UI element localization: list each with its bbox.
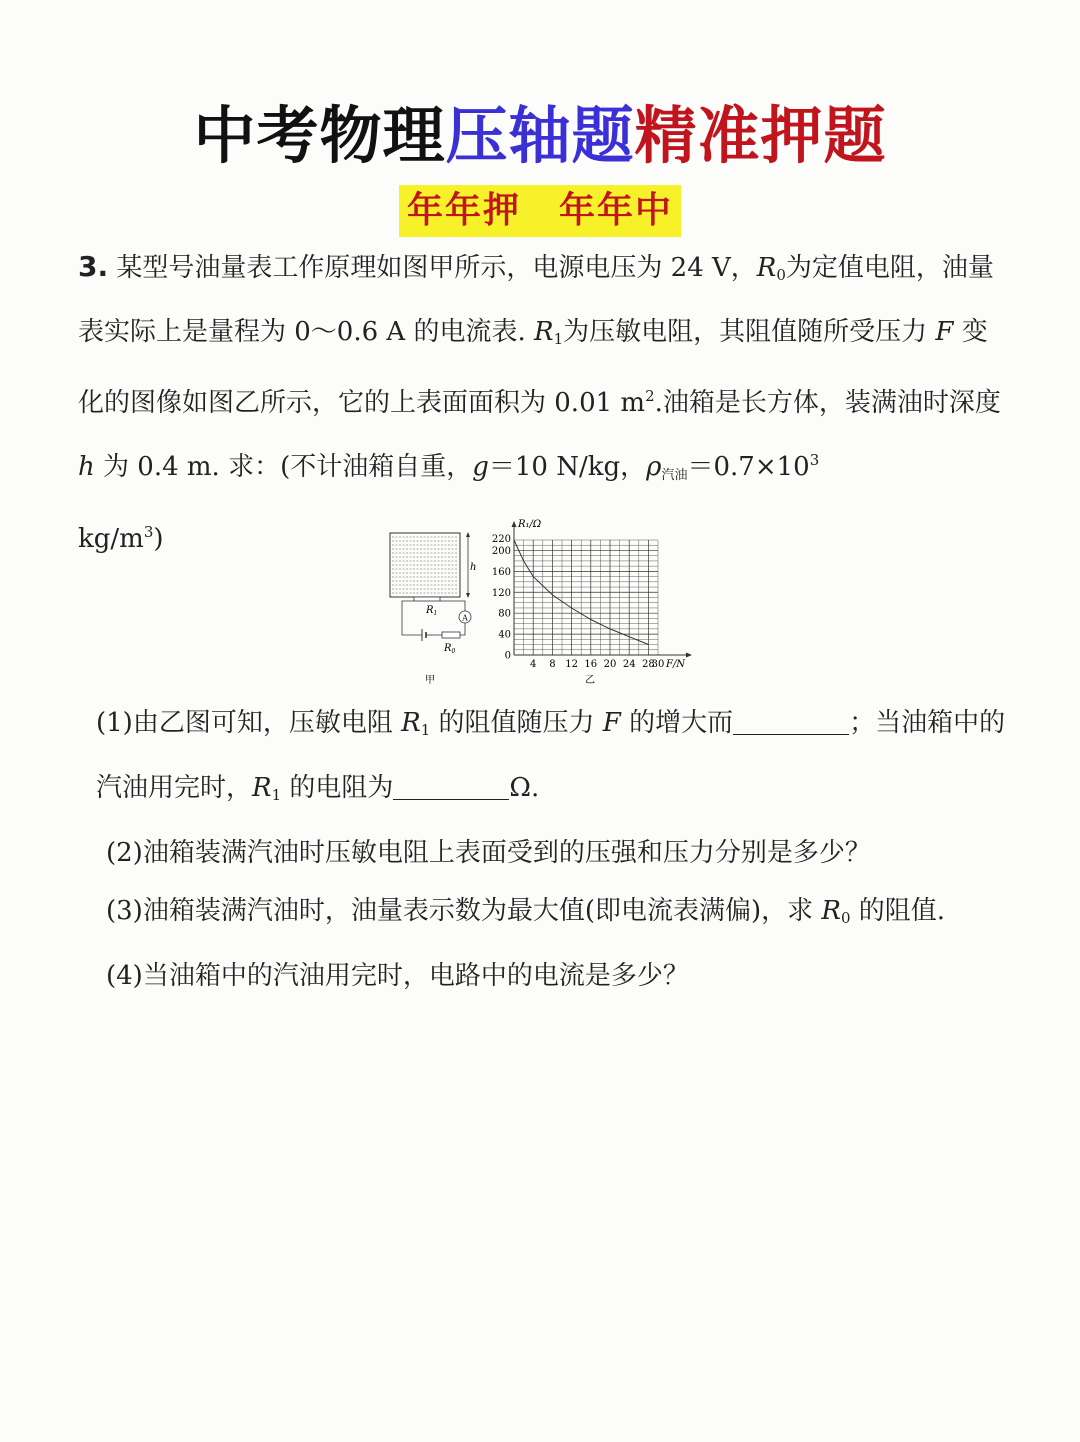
r0-subscript: 0	[451, 648, 456, 655]
problem-text-7: ＝10 N/kg，	[488, 452, 647, 482]
y-tick-label: 40	[498, 629, 511, 641]
caption-right: 乙	[585, 675, 595, 686]
y-tick-label: 220	[491, 534, 511, 545]
x-tick-label: 30	[651, 659, 665, 670]
problem-text-6: 为 0.4 m. 求：(不计油箱自重，	[103, 452, 473, 482]
x-tick-label: 28	[642, 659, 655, 670]
q3-text-b: 的阻值.	[858, 896, 946, 926]
q1-symbol-r2-sub: 1	[271, 786, 282, 804]
problem-text-10: )	[153, 524, 164, 554]
depth-arrow-top	[466, 532, 470, 537]
r1-label	[425, 605, 437, 617]
answer-blank-1[interactable]	[733, 706, 849, 735]
chart-axes	[512, 521, 693, 658]
resistor-r0	[442, 632, 460, 638]
y-axis-arrow	[512, 521, 517, 527]
title-part-2: 压轴题	[445, 99, 635, 172]
x-tick-label: 12	[565, 659, 578, 670]
symbol-f: F	[935, 317, 954, 347]
problem-text-2: 为定值电阻，油量表实际上是量程为 0～0.6 A 的电流表.	[78, 253, 994, 347]
answer-blank-2[interactable]	[393, 771, 509, 800]
chart-grid	[514, 540, 658, 655]
oil-level-lines	[392, 537, 458, 593]
question-4: (4)当油箱中的汽油用完时，电路中的电流是多少？	[106, 961, 689, 991]
symbol-r0-sub: 0	[776, 266, 786, 284]
q3-text-a: (3)油箱装满汽油时，油量表示数为最大值(即电流表满偏)，求	[106, 896, 814, 926]
title-part-1: 中考物理	[193, 99, 446, 172]
problem-text-3: 为压敏电阻，其阻值随所受压力	[563, 317, 928, 347]
problem-figure	[380, 515, 710, 695]
chart-x-ticks	[530, 659, 664, 670]
x-tick-label: 20	[603, 659, 617, 670]
r0-letter: R	[444, 643, 452, 654]
q1-text-c: 的增大而	[629, 708, 734, 738]
problem-text-9: kg/m	[78, 524, 144, 554]
depth-arrow-bottom	[466, 593, 470, 598]
chart-y-ticks	[492, 534, 511, 662]
q1-text-e: 的电阻为	[289, 773, 394, 803]
m2-exponent: 2	[645, 387, 655, 405]
problem-text-5: .油箱是长方体，装满油时深度	[654, 388, 1001, 418]
subtitle-container	[0, 185, 1080, 237]
problem-text-1: 某型号油量表工作原理如图甲所示，电源电压为 24 V，	[116, 253, 757, 283]
subtitle-banner: 年年押 年年中	[399, 185, 681, 237]
tank-diagram	[390, 532, 476, 686]
y-tick-label: 0	[504, 650, 511, 662]
x-tick-label: 24	[622, 659, 636, 670]
symbol-r1: R	[534, 317, 554, 347]
r1-subscript: 1	[433, 610, 438, 617]
q1-text-a: (1)由乙图可知，压敏电阻	[96, 708, 393, 738]
y-tick-label: 80	[498, 608, 511, 620]
question-2: (2)油箱装满汽油时压敏电阻上表面受到的压强和压力分别是多少？	[106, 838, 871, 868]
density-exponent: 3	[809, 451, 820, 469]
problem-number: 3.	[78, 250, 109, 283]
r0-label	[443, 643, 456, 655]
x-tick-label: 8	[549, 659, 556, 670]
symbol-h: h	[78, 452, 95, 482]
q1-unit: Ω.	[509, 773, 540, 803]
m3-exponent: 3	[143, 523, 154, 541]
q1-text-d: ；当油箱中的汽油用完时，	[96, 708, 1006, 803]
q1-symbol-r2: R	[252, 773, 272, 803]
rho-subscript: 汽油	[661, 468, 688, 483]
question-list	[96, 694, 1016, 1005]
y-tick-label: 120	[491, 587, 511, 599]
problem-text-8: ＝0.7×10	[687, 452, 810, 482]
caption-left: 甲	[425, 675, 435, 686]
symbol-g: g	[472, 452, 489, 482]
q3-symbol-r: R	[821, 896, 841, 926]
resistance-force-chart	[492, 519, 692, 686]
r1-letter: R	[426, 605, 434, 616]
question-1	[96, 694, 1016, 824]
depth-label: h	[470, 562, 477, 573]
symbol-rho: ρ	[646, 452, 662, 482]
chart-x-label: F/N	[666, 659, 686, 670]
q1-symbol-r: R	[401, 708, 421, 738]
x-tick-label: 16	[584, 659, 598, 670]
q1-text-b: 的阻值随压力	[438, 708, 595, 738]
symbol-r1-sub: 1	[553, 330, 564, 348]
chart-y-label: R₁/Ω	[518, 519, 542, 530]
page-title	[0, 96, 1080, 176]
title-part-3: 精准押题	[634, 99, 887, 172]
y-tick-label: 160	[491, 566, 511, 578]
x-tick-label: 4	[530, 659, 537, 670]
y-tick-label: 200	[491, 545, 511, 557]
q1-symbol-r-sub: 1	[420, 721, 431, 739]
x-axis-arrow	[686, 653, 692, 658]
q1-symbol-f: F	[602, 708, 621, 738]
ammeter-label: A	[462, 613, 468, 623]
symbol-r0: R	[756, 253, 777, 283]
pressure-sensor-r1	[414, 597, 440, 601]
question-3	[96, 882, 1016, 947]
problem-text-4: 变化的图像如图乙所示，它的上表面面积为 0.01 m	[78, 317, 988, 418]
q3-symbol-r-sub: 0	[840, 909, 851, 927]
